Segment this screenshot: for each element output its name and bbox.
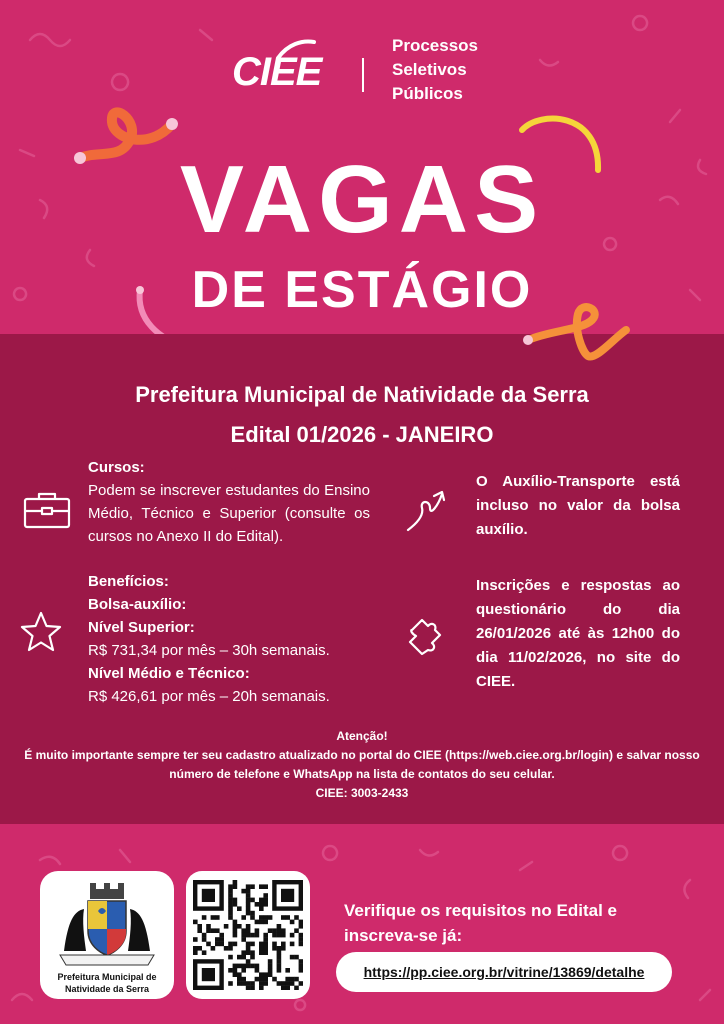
- qr-card[interactable]: [186, 871, 310, 999]
- orange-squiggle-right: [522, 300, 632, 370]
- superior-label: Nível Superior:: [88, 619, 195, 636]
- tagline-line: Processos: [392, 36, 478, 55]
- logo-swoosh: [276, 38, 316, 60]
- edital-title: Edital 01/2026 - JANEIRO: [230, 422, 494, 447]
- main-title: VAGAS: [179, 146, 545, 253]
- city-seal-card: [40, 871, 174, 999]
- qr-code-icon[interactable]: [193, 880, 303, 990]
- puzzle-icon: [404, 612, 450, 658]
- route-arrow-icon: [404, 486, 448, 534]
- city-seal-icon: [54, 881, 160, 969]
- cursos-text: Podem se inscrever estudantes do Ensino Médio, Técnico e Superior (consulte os cursos no Anexo II do Edital).: [88, 482, 370, 545]
- tagline-line: Públicos: [392, 84, 463, 103]
- left-column: [88, 456, 370, 708]
- cursos-heading: Cursos:: [88, 459, 145, 476]
- bolsa-label: Bolsa-auxílio:: [88, 596, 187, 613]
- superior-value: R$ 731,34 por mês – 30h semanais.: [88, 642, 330, 659]
- header: [0, 28, 724, 118]
- beneficios-heading: Benefícios:: [88, 573, 169, 590]
- tagline: [392, 34, 478, 106]
- medio-value: R$ 426,61 por mês – 20h semanais.: [88, 688, 330, 705]
- right-column: [476, 470, 680, 694]
- logo-separator: [362, 58, 364, 92]
- organization-name: Prefeitura Municipal de Natividade da Serra: [135, 382, 589, 407]
- verify-text: Verifique os requisitos no Edital e inscreva-se já:: [344, 901, 618, 945]
- inscricoes-text: Inscrições e respostas ao questionário do dia 26/01/2026 até às 12h00 do dia 11/02/2026, no site do CIEE.: [476, 577, 680, 690]
- edital-link[interactable]: https://pp.ciee.org.br/vitrine/13869/detalhe: [336, 952, 672, 992]
- briefcase-icon: [22, 490, 72, 530]
- attention-title: Atenção!: [336, 729, 388, 743]
- star-icon: [18, 610, 64, 654]
- tagline-line: Seletivos: [392, 60, 467, 79]
- attention-text: É muito importante sempre ter seu cadastro atualizado no portal do CIEE (https://web.ciee.org.br/login) e salvar nosso número de telefone e WhatsApp na lista de contatos do seu celular.: [24, 748, 700, 781]
- ciee-phone: CIEE: 3003-2433: [315, 786, 409, 800]
- transporte-text: O Auxílio-Transporte está incluso no valor da bolsa auxílio.: [476, 473, 680, 538]
- medio-label: Nível Médio e Técnico:: [88, 665, 250, 682]
- attention-notice: [20, 727, 704, 803]
- seal-caption: Prefeitura Municipal de Natividade da Serra: [57, 972, 157, 994]
- info-band: [0, 334, 724, 824]
- sub-title: DE ESTÁGIO: [191, 261, 533, 319]
- ciee-logo: CIEE: [232, 50, 322, 94]
- beneficios-section: [88, 570, 370, 708]
